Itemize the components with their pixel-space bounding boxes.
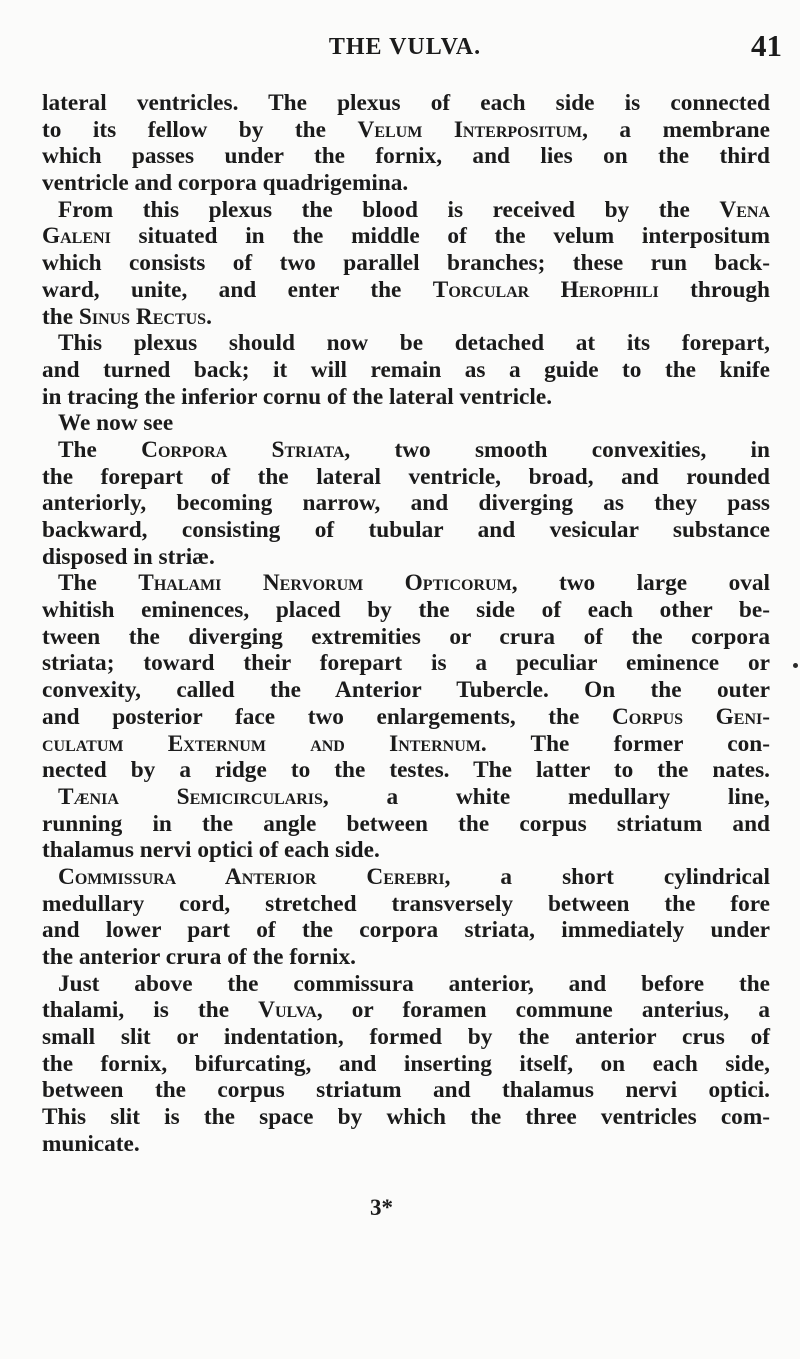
text-line: convexity, called the Anterior Tubercle. On the outer [42,677,770,704]
text-line: small slit or indentation, formed by the anterior crus of [42,1024,770,1051]
text-line: between the corpus striatum and thalamus nervi optici. [42,1077,770,1104]
text-line: lateral ventricles. The plexus of each side is connected [42,90,770,116]
text-line: The Corpora Striata, two smooth convexities, in [58,436,770,463]
text-line: striata; toward their forepart is a peculiar eminence or [42,650,770,677]
text-line: thalami, is the Vulva, or foramen commune anterius, a [42,997,770,1024]
body-text [42,90,770,1158]
text-line: From this plexus the blood is received by the Vena [58,196,770,223]
text-line: This plexus should now be detached at its forepart, [58,330,770,357]
text-line: anteriorly, becoming narrow, and diverging as they pass [42,490,770,517]
text-line: the forepart of the lateral ventricle, broad, and rounded [42,463,770,490]
text-line: municate. [42,1130,140,1157]
margin-speck [793,663,798,668]
text-line: to its fellow by the Velum Interpositum, a membrane [42,116,770,143]
text-line: which passes under the fornix, and lies on the third [42,143,770,170]
text-line: running in the angle between the corpus striatum and [42,810,770,837]
text-line: the fornix, bifurcating, and inserting itself, on each side, [42,1050,770,1077]
text-line: in tracing the inferior cornu of the lateral ventricle. [42,383,553,410]
text-line: culatum Externum and Internum. The former con- [42,730,770,757]
text-line: The Thalami Nervorum Opticorum, two large oval [58,570,770,597]
signature-mark: 3* [370,1195,393,1220]
text-line: ward, unite, and enter the Torcular Herophili through [42,276,771,303]
text-line: We now see [58,410,174,437]
running-head-title: THE VULVA. [328,34,482,60]
text-line: thalamus nervi optici of each side. [42,837,380,864]
text-line: Just above the commissura anterior, and before the [58,970,770,997]
text-line: and lower part of the corpora striata, immediately under [42,917,770,944]
text-line: the Sinus Rectus. [42,303,212,330]
text-line: Commissura Anterior Cerebri, a short cylindrical [58,863,771,890]
text-line: whitish eminences, placed by the side of each other be- [42,597,770,624]
text-line: This slit is the space by which the three ventricles com- [42,1104,770,1131]
text-line: the anterior crura of the fornix. [42,944,356,970]
text-line: and posterior face two enlargements, the Corpus Geni- [42,703,770,730]
page-number: 41 [751,28,782,63]
text-line: nected by a ridge to the testes. The latter to the nates. [42,757,770,784]
text-line: which consists of two parallel branches; these run back- [42,250,770,277]
text-line: Tænia Semicircularis, a white medullary line, [58,783,770,810]
running-head [40,28,782,74]
text-line: backward, consisting of tubular and vesicular substance [42,517,770,543]
text-line: disposed in striæ. [42,543,215,570]
text-line: tween the diverging extremities or crura of the corpora [42,623,770,650]
text-line: medullary cord, stretched transversely between the fore [42,890,770,917]
text-line: ventricle and corpora quadrigemina. [42,170,409,197]
text-line: Galeni situated in the middle of the velum interpositum [42,223,770,250]
text-line: and turned back; it will remain as a guide to the knife [42,356,770,383]
